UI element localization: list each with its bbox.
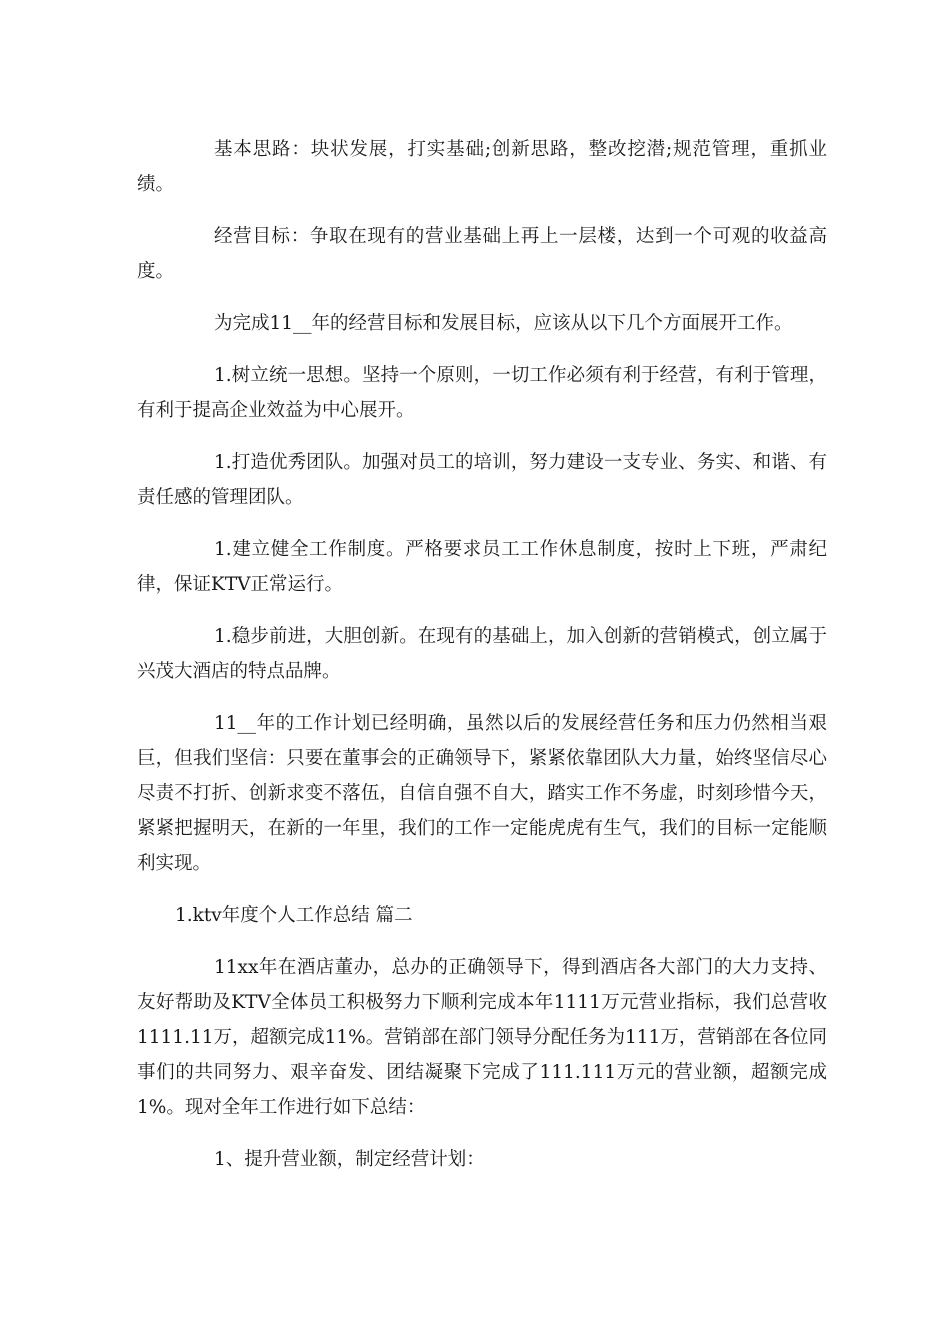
paragraph-work-aspects: 为完成11__年的经营目标和发展目标，应该从以下几个方面展开工作。	[214, 313, 793, 334]
paragraph-work-system: 1.建立健全工作制度。严格要求员工工作休息制度，按时上下班，严肃纪律，保证KTV正常运行。	[137, 539, 827, 595]
paragraph-revenue-plan: 1、提升营业额，制定经营计划：	[214, 1149, 485, 1170]
document-body	[137, 132, 827, 1177]
paragraph-basic-idea: 基本思路：块状发展，打实基础;创新思路，整改挖潜;规范管理，重抓业绩。	[137, 139, 827, 195]
paragraph-unified-thinking: 1.树立统一思想。坚持一个原则，一切工作必须有利于经营，有利于管理，有利于提高企业效益为中心展开。	[137, 365, 827, 421]
paragraph-steady-innovation: 1.稳步前进，大胆创新。在现有的基础上，加入创新的营销模式，创立属于兴茂大酒店的特点品牌。	[137, 626, 827, 682]
section-heading: 1.ktv年度个人工作总结 篇二	[175, 905, 413, 926]
paragraph-business-goal: 经营目标：争取在现有的营业基础上再上一层楼，达到一个可观的收益高度。	[137, 226, 827, 282]
paragraph-annual-summary: 11xx年在酒店董办，总办的正确领导下，得到酒店各大部门的大力支持、友好帮助及KTV全体员工积极努力下顺利完成本年1111万元营业指标，我们总营收1111.11万，超额完成11%。营销部在部门领导分配任务为111万，营销部在各位同事们的共同努力、艰辛奋发、团结凝聚下完成了111.111万元的营业额，超额完成1%。现对全年工作进行如下总结：	[137, 957, 827, 1118]
paragraph-excellent-team: 1.打造优秀团队。加强对员工的培训，努力建设一支专业、务实、和谐、有责任感的管理团队。	[137, 452, 827, 508]
paragraph-work-plan-conclusion: 11__年的工作计划已经明确，虽然以后的发展经营任务和压力仍然相当艰巨，但我们坚信：只要在董事会的正确领导下，紧紧依靠团队大力量，始终坚信尽心尽责不打折、创新求变不落伍，自信自强不自大，踏实工作不务虚，时刻珍惜今天，紧紧把握明天，在新的一年里，我们的工作一定能虎虎有生气，我们的目标一定能顺利实现。	[137, 713, 827, 874]
